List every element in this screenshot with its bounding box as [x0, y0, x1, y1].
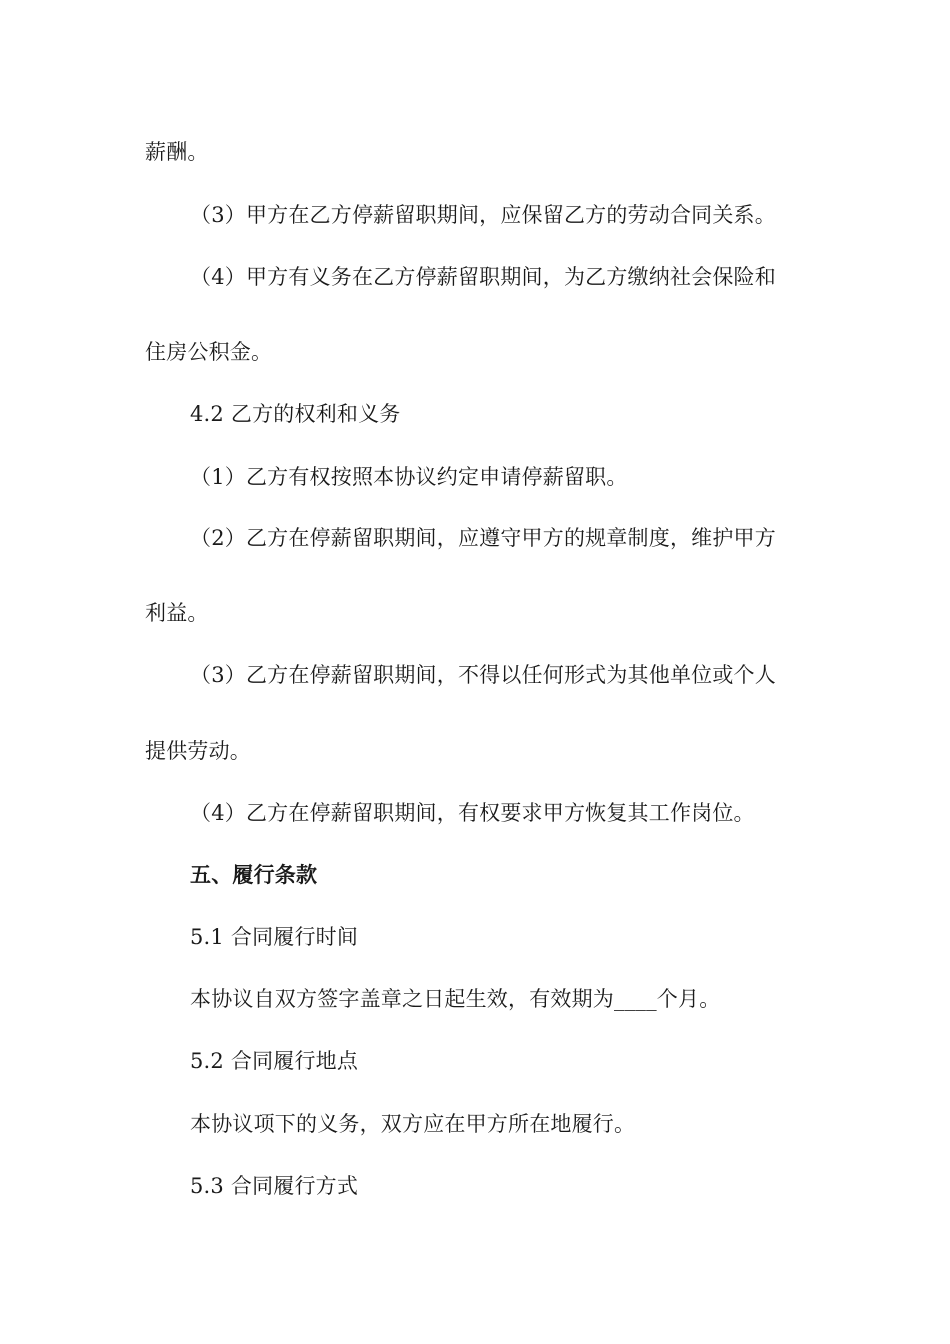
section-heading-5-1: 5.1 合同履行时间	[190, 925, 359, 949]
clause-party-b-2: （2）乙方在停薪留职期间，应遵守甲方的规章制度，维护甲方	[190, 526, 776, 550]
clause-party-b-1: （1）乙方有权按照本协议约定申请停薪留职。	[190, 465, 628, 489]
clause-location: 本协议项下的义务，双方应在甲方所在地履行。	[190, 1112, 636, 1136]
chapter-heading-5: 五、履行条款	[190, 862, 318, 887]
clause-party-a-3: （3）甲方在乙方停薪留职期间，应保留乙方的劳动合同关系。	[190, 203, 776, 227]
clause-party-b-4: （4）乙方在停薪留职期间，有权要求甲方恢复其工作岗位。	[190, 801, 755, 825]
paragraph-continuation-salary: 薪酬。	[145, 140, 209, 164]
clause-party-b-3: （3）乙方在停薪留职期间，不得以任何形式为其他单位或个人	[190, 663, 776, 687]
clause-party-b-2-continuation: 利益。	[145, 601, 209, 625]
section-heading-5-3: 5.3 合同履行方式	[190, 1174, 359, 1198]
clause-party-b-3-continuation: 提供劳动。	[145, 739, 251, 763]
clause-term: 本协议自双方签字盖章之日起生效，有效期为____个月。	[190, 987, 721, 1011]
section-heading-4-2: 4.2 乙方的权利和义务	[190, 402, 401, 426]
clause-party-a-4: （4）甲方有义务在乙方停薪留职期间，为乙方缴纳社会保险和	[190, 265, 776, 289]
clause-party-a-4-continuation: 住房公积金。	[145, 340, 273, 364]
section-heading-5-2: 5.2 合同履行地点	[190, 1049, 359, 1073]
